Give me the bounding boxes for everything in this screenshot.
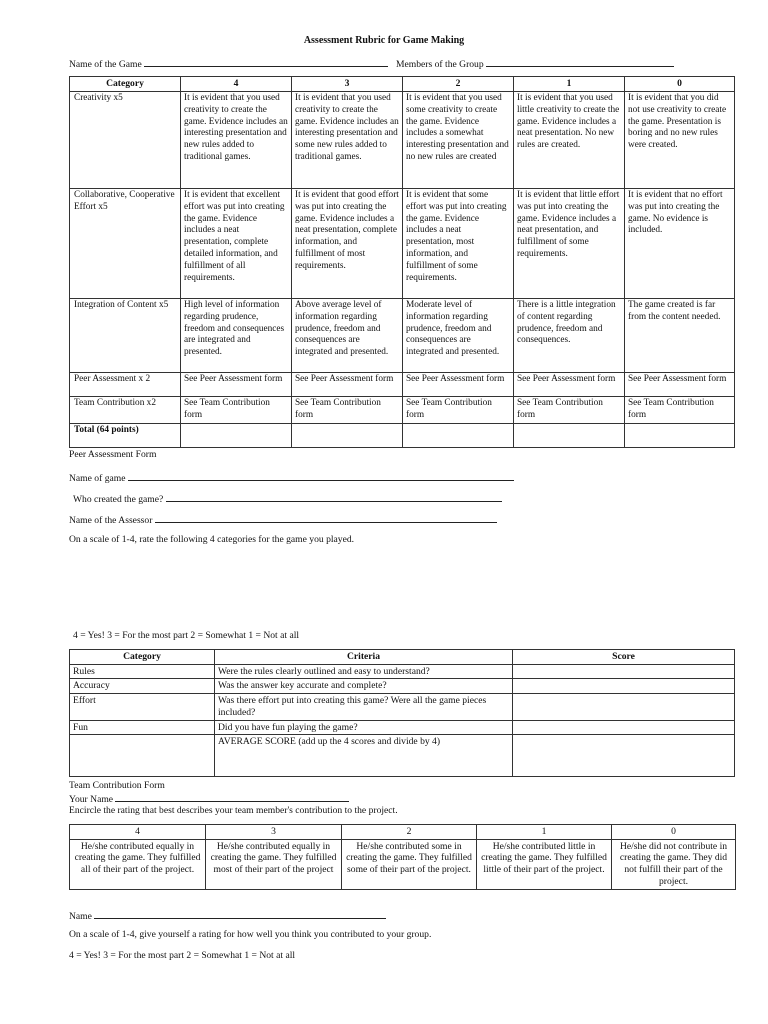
rubric-cell: It is evident that no effort was put into creating the game. No evidence is included. bbox=[625, 188, 735, 298]
team-rating-option[interactable]: He/she contributed little in creating the game. They fulfilled little of their part of the project. bbox=[477, 839, 612, 889]
team-rating-option[interactable]: He/she contributed some in creating the game. They fulfilled some of their part of the project. bbox=[342, 839, 477, 889]
peer-row-effort bbox=[70, 694, 735, 720]
rubric-total-cell[interactable] bbox=[292, 423, 403, 447]
rubric-total-cell[interactable] bbox=[625, 423, 735, 447]
rubric-row-creativity bbox=[70, 91, 735, 188]
group-members-label: Members of the Group bbox=[396, 59, 484, 70]
group-members-field[interactable] bbox=[396, 57, 674, 71]
rubric-cell: See Team Contribution form bbox=[403, 396, 514, 423]
team-form-title: Team Contribution Form bbox=[69, 780, 165, 791]
peer-assessor-label: Name of the Assessor bbox=[69, 515, 153, 526]
team-rating-option[interactable]: He/she contributed equally in creating the game. They fulfilled most of their part of the project bbox=[206, 839, 342, 889]
rubric-cell: It is evident that you used creativity to create the game. Evidence includes an interesting presentation and new rules added to traditional games. bbox=[181, 91, 292, 188]
rubric-category: Peer Assessment x 2 bbox=[70, 372, 181, 396]
team-header-2[interactable]: 2 bbox=[342, 825, 477, 840]
rubric-cell: The game created is far from the content needed. bbox=[625, 298, 735, 372]
peer-criteria: Was the answer key accurate and complete? bbox=[215, 679, 513, 694]
rubric-cell: High level of information regarding prudence, freedom and consequences are integrated and presented. bbox=[181, 298, 292, 372]
rubric-row-peer bbox=[70, 372, 735, 396]
team-header-1[interactable]: 1 bbox=[477, 825, 612, 840]
peer-score-cell[interactable] bbox=[513, 735, 735, 777]
rubric-cell: See Team Contribution form bbox=[625, 396, 735, 423]
rubric-cell: See Peer Assessment form bbox=[181, 372, 292, 396]
rubric-total-cell[interactable] bbox=[181, 423, 292, 447]
self-name-label: Name bbox=[69, 911, 92, 922]
rubric-cell: See Peer Assessment form bbox=[625, 372, 735, 396]
rubric-category: Team Contribution x2 bbox=[70, 396, 181, 423]
peer-game-label: Name of game bbox=[69, 473, 126, 484]
team-table bbox=[69, 824, 736, 890]
rubric-category: Integration of Content x5 bbox=[70, 298, 181, 372]
team-header-3[interactable]: 3 bbox=[206, 825, 342, 840]
rubric-total-label: Total (64 points) bbox=[70, 423, 181, 447]
rubric-cell: See Team Contribution form bbox=[514, 396, 625, 423]
self-instruction: On a scale of 1-4, give yourself a rating for how well you think you contributed to your group. bbox=[69, 929, 432, 940]
rubric-row-team bbox=[70, 396, 735, 423]
peer-creator-field[interactable] bbox=[73, 492, 502, 506]
peer-creator-label: Who created the game? bbox=[73, 494, 164, 505]
rubric-table bbox=[69, 76, 735, 448]
peer-score-cell[interactable] bbox=[513, 694, 735, 720]
peer-criteria: Did you have fun playing the game? bbox=[215, 720, 513, 735]
peer-header-score: Score bbox=[513, 650, 735, 665]
peer-category: Rules bbox=[70, 664, 215, 679]
team-description-row bbox=[70, 839, 736, 889]
peer-instruction: On a scale of 1-4, rate the following 4 categories for the game you played. bbox=[69, 534, 355, 545]
rubric-cell: There is a little integration of content regarding prudence, freedom and consequences. bbox=[514, 298, 625, 372]
peer-criteria: Were the rules clearly outlined and easy to understand? bbox=[215, 664, 513, 679]
team-name-label: Your Name bbox=[69, 794, 114, 805]
rubric-cell: See Team Contribution form bbox=[292, 396, 403, 423]
rubric-total-cell[interactable] bbox=[514, 423, 625, 447]
peer-score-cell[interactable] bbox=[513, 720, 735, 735]
rubric-cell: It is evident that little effort was put into creating the game. Evidence includes a neat presentation, and fulfillment of some requirements. bbox=[514, 188, 625, 298]
game-name-label: Name of the Game bbox=[69, 59, 142, 70]
peer-header-criteria: Criteria bbox=[215, 650, 513, 665]
peer-category: Effort bbox=[70, 694, 215, 720]
team-header-4[interactable]: 4 bbox=[70, 825, 206, 840]
team-instruction: Encircle the rating that best describes your team member's contribution to the project. bbox=[69, 805, 398, 816]
rubric-cell: Above average level of information regarding prudence, freedom and consequences are integrated and presented. bbox=[292, 298, 403, 372]
peer-table bbox=[69, 649, 735, 777]
peer-row-fun bbox=[70, 720, 735, 735]
self-scale: 4 = Yes! 3 = For the most part 2 = Somewhat 1 = Not at all bbox=[69, 950, 296, 961]
self-name-field[interactable] bbox=[69, 909, 386, 923]
peer-form-title: Peer Assessment Form bbox=[69, 449, 157, 460]
rubric-cell: See Peer Assessment form bbox=[292, 372, 403, 396]
peer-header-row bbox=[70, 650, 735, 665]
rubric-header-4: 4 bbox=[181, 77, 292, 92]
rubric-cell: See Peer Assessment form bbox=[403, 372, 514, 396]
rubric-row-total bbox=[70, 423, 735, 447]
rubric-cell: Moderate level of information regarding prudence, freedom and consequences are integrated and presented. bbox=[403, 298, 514, 372]
peer-row-rules bbox=[70, 664, 735, 679]
rubric-cell: It is evident that excellent effort was put into creating the game. Evidence includes a neat presentation, complete detailed information, and fulfillment of all requirements. bbox=[181, 188, 292, 298]
peer-header-category: Category bbox=[70, 650, 215, 665]
peer-category: Fun bbox=[70, 720, 215, 735]
rubric-header-category: Category bbox=[70, 77, 181, 92]
peer-score-cell[interactable] bbox=[513, 679, 735, 694]
game-name-field[interactable] bbox=[69, 57, 388, 71]
peer-row-accuracy bbox=[70, 679, 735, 694]
peer-category bbox=[70, 735, 215, 777]
rubric-row-integration bbox=[70, 298, 735, 372]
rubric-cell: It is evident that you used creativity to create the game. Evidence includes an interesting presentation and some new rules added to traditional games. bbox=[292, 91, 403, 188]
rubric-cell: It is evident that some effort was put into creating the game. Evidence includes a neat presentation, most information, and fulfillment of some requirements. bbox=[403, 188, 514, 298]
peer-criteria: AVERAGE SCORE (add up the 4 scores and divide by 4) bbox=[215, 735, 513, 777]
peer-criteria: Was there effort put into creating this game? Were all the game pieces included? bbox=[215, 694, 513, 720]
team-rating-option[interactable]: He/she did not contribute in creating the game. They did not fulfill their part of the project. bbox=[612, 839, 736, 889]
rubric-cell: It is evident that you used some creativity to create the game. Evidence includes a somewhat interesting presentation and no new rules are created bbox=[403, 91, 514, 188]
rubric-cell: See Peer Assessment form bbox=[514, 372, 625, 396]
rubric-header-3: 3 bbox=[292, 77, 403, 92]
team-name-field[interactable] bbox=[69, 792, 349, 806]
peer-category: Accuracy bbox=[70, 679, 215, 694]
rubric-header-2: 2 bbox=[403, 77, 514, 92]
rubric-cell: It is evident that you did not use creativity to create the game. Presentation is boring and no new rules were created. bbox=[625, 91, 735, 188]
peer-scale: 4 = Yes! 3 = For the most part 2 = Somewhat 1 = Not at all bbox=[73, 630, 300, 641]
team-header-0[interactable]: 0 bbox=[612, 825, 736, 840]
rubric-total-cell[interactable] bbox=[403, 423, 514, 447]
rubric-category: Collaborative, Cooperative Effort x5 bbox=[70, 188, 181, 298]
rubric-cell: It is evident that good effort was put into creating the game. Evidence includes a neat presentation, complete information, and fulfillment of most requirements. bbox=[292, 188, 403, 298]
peer-game-field[interactable] bbox=[69, 471, 514, 485]
rubric-cell: See Team Contribution form bbox=[181, 396, 292, 423]
team-rating-option[interactable]: He/she contributed equally in creating the game. They fulfilled all of their part of the project. bbox=[70, 839, 206, 889]
rubric-header-1: 1 bbox=[514, 77, 625, 92]
rubric-header-row bbox=[70, 77, 735, 92]
rubric-header-0: 0 bbox=[625, 77, 735, 92]
peer-assessor-field[interactable] bbox=[69, 513, 497, 527]
peer-row-average bbox=[70, 735, 735, 777]
peer-score-cell[interactable] bbox=[513, 664, 735, 679]
rubric-category: Creativity x5 bbox=[70, 91, 181, 188]
page-title: Assessment Rubric for Game Making bbox=[303, 35, 465, 46]
team-header-row bbox=[70, 825, 736, 840]
rubric-row-collaborative bbox=[70, 188, 735, 298]
rubric-cell: It is evident that you used little creativity to create the game. Evidence includes a neat presentation. No new rules are created. bbox=[514, 91, 625, 188]
